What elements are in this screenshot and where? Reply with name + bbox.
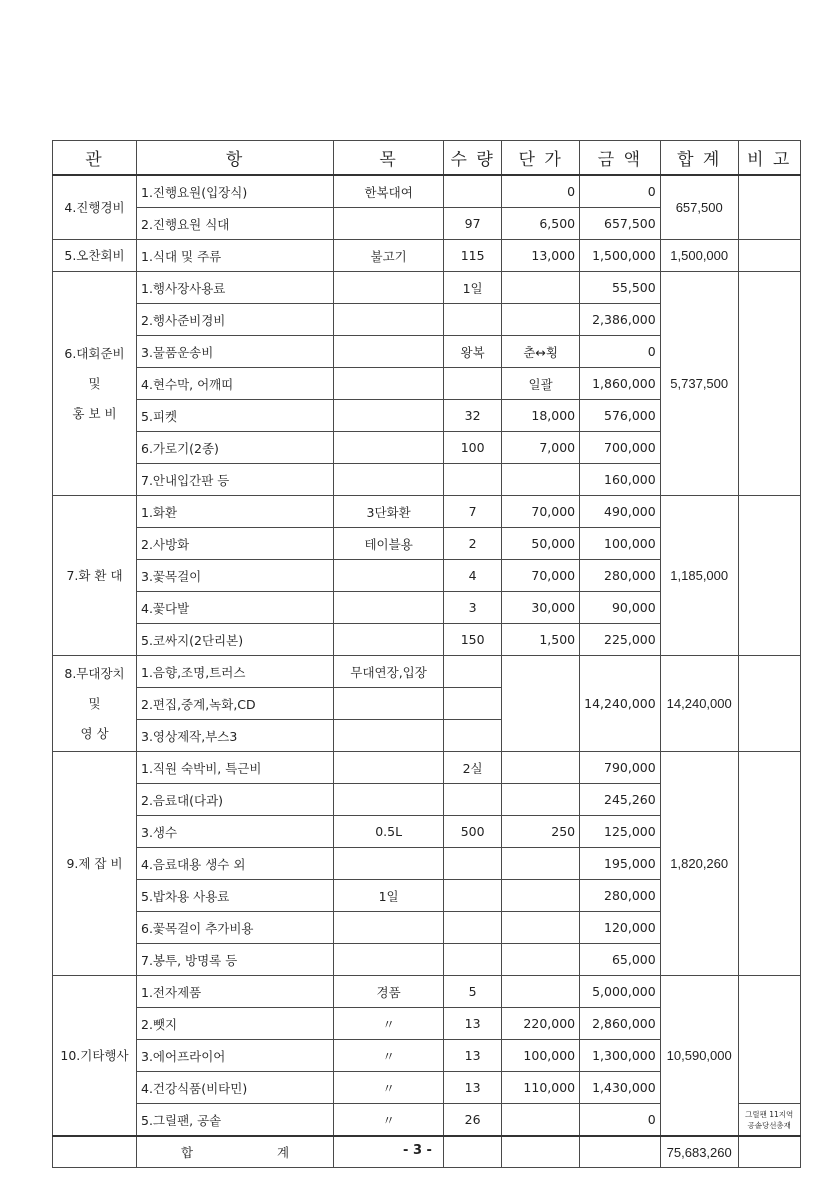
mok-cell [334, 624, 444, 656]
qty-cell [444, 848, 502, 880]
price-cell [502, 464, 580, 496]
item-cell: 2.편집,중계,녹화,CD [137, 688, 334, 720]
qty-cell [444, 304, 502, 336]
mok-cell [334, 272, 444, 304]
subtotal-cell: 1,500,000 [660, 240, 738, 272]
category-line: 및 [88, 375, 101, 391]
amount-cell: 490,000 [580, 496, 661, 528]
item-cell: 5.코싸지(2단리본) [137, 624, 334, 656]
header-gwan: 관 [53, 141, 137, 176]
header-note: 비 고 [738, 141, 800, 176]
amount-cell: 0 [580, 175, 661, 208]
note-line: 공솥당선총재 [747, 1120, 791, 1130]
item-cell: 3.영상제작,부스3 [137, 720, 334, 752]
qty-cell [444, 464, 502, 496]
amount-cell: 576,000 [580, 400, 661, 432]
category-cell: 7.화 환 대 [53, 496, 137, 656]
item-cell: 1.식대 및 주류 [137, 240, 334, 272]
qty-cell: 1일 [444, 272, 502, 304]
table-row [53, 752, 801, 784]
item-cell: 4.현수막, 어깨띠 [137, 368, 334, 400]
qty-cell: 왕복 [444, 336, 502, 368]
item-cell: 2.음료대(다과) [137, 784, 334, 816]
note-line: 그릴팬 11지역 [745, 1109, 794, 1119]
mok-cell: 경품 [334, 976, 444, 1008]
amount-cell: 90,000 [580, 592, 661, 624]
item-cell: 2.진행요원 식대 [137, 208, 334, 240]
price-cell: 0 [502, 175, 580, 208]
qty-cell: 32 [444, 400, 502, 432]
header-total: 합 계 [660, 141, 738, 176]
mok-cell [334, 944, 444, 976]
qty-cell [444, 688, 502, 720]
table-row [53, 272, 801, 304]
price-cell: 춘↔횡 [502, 336, 580, 368]
page-number: - 3 - [403, 1143, 432, 1158]
mok-cell: 한복대여 [334, 175, 444, 208]
amount-cell: 1,500,000 [580, 240, 661, 272]
header-hang: 항 [137, 141, 334, 176]
amount-cell: 55,500 [580, 272, 661, 304]
price-cell: 70,000 [502, 496, 580, 528]
header-amount: 금 액 [580, 141, 661, 176]
amount-cell: 100,000 [580, 528, 661, 560]
item-cell: 4.건강식품(비타민) [137, 1072, 334, 1104]
category-line: 홍 보 비 [72, 405, 117, 421]
item-cell: 1.행사장사용료 [137, 272, 334, 304]
table-row [53, 240, 801, 272]
qty-cell: 13 [444, 1008, 502, 1040]
qty-cell [444, 880, 502, 912]
note-cell [738, 240, 800, 272]
mok-cell: 불고기 [334, 240, 444, 272]
amount-cell: 790,000 [580, 752, 661, 784]
price-cell: 7,000 [502, 432, 580, 464]
item-cell: 3.에어프라이어 [137, 1040, 334, 1072]
amount-cell: 1,860,000 [580, 368, 661, 400]
mok-cell [334, 848, 444, 880]
qty-cell: 26 [444, 1104, 502, 1137]
mok-cell [334, 912, 444, 944]
subtotal-cell: 1,185,000 [660, 496, 738, 656]
item-cell: 1.화환 [137, 496, 334, 528]
price-cell: 100,000 [502, 1040, 580, 1072]
subtotal-cell: 10,590,000 [660, 976, 738, 1137]
category-cell [53, 656, 137, 752]
price-cell: 18,000 [502, 400, 580, 432]
mok-cell [334, 560, 444, 592]
mok-cell [334, 592, 444, 624]
amount-cell: 65,000 [580, 944, 661, 976]
price-cell [502, 912, 580, 944]
header-qty: 수 량 [444, 141, 502, 176]
price-cell: 일괄 [502, 368, 580, 400]
qty-cell [444, 912, 502, 944]
mok-cell [334, 464, 444, 496]
qty-cell: 150 [444, 624, 502, 656]
subtotal-cell: 1,820,260 [660, 752, 738, 976]
header-price: 단 가 [502, 141, 580, 176]
price-cell [502, 944, 580, 976]
table-row [53, 656, 801, 688]
mok-cell: 〃 [334, 1072, 444, 1104]
qty-cell [444, 368, 502, 400]
item-cell: 7.봉투, 방명록 등 [137, 944, 334, 976]
price-cell: 30,000 [502, 592, 580, 624]
qty-cell [444, 656, 502, 688]
price-cell [502, 656, 580, 752]
table-header-row [53, 141, 801, 176]
mok-cell: 1일 [334, 880, 444, 912]
price-cell: 1,500 [502, 624, 580, 656]
item-cell: 2.사방화 [137, 528, 334, 560]
amount-cell: 125,000 [580, 816, 661, 848]
price-cell [502, 880, 580, 912]
amount-cell: 657,500 [580, 208, 661, 240]
item-cell: 3.물품운송비 [137, 336, 334, 368]
subtotal-cell: 14,240,000 [660, 656, 738, 752]
price-cell [502, 752, 580, 784]
category-cell: 5.오찬회비 [53, 240, 137, 272]
mok-cell: 〃 [334, 1008, 444, 1040]
amount-cell: 225,000 [580, 624, 661, 656]
mok-cell [334, 432, 444, 464]
note-cell [738, 1104, 800, 1137]
item-cell: 5.밥차용 사용료 [137, 880, 334, 912]
qty-cell: 2 [444, 528, 502, 560]
amount-cell: 5,000,000 [580, 976, 661, 1008]
amount-cell: 1,300,000 [580, 1040, 661, 1072]
price-cell: 13,000 [502, 240, 580, 272]
note-cell [738, 752, 800, 976]
mok-cell [334, 304, 444, 336]
grand-total-label: 합 계 [137, 1136, 334, 1168]
item-cell: 6.꽃목걸이 추가비용 [137, 912, 334, 944]
item-cell: 2.행사준비경비 [137, 304, 334, 336]
subtotal-cell: 5,737,500 [660, 272, 738, 496]
item-cell: 1.진행요원(입장식) [137, 175, 334, 208]
mok-cell: 3단화환 [334, 496, 444, 528]
qty-cell: 4 [444, 560, 502, 592]
category-cell: 10.기타행사 [53, 976, 137, 1137]
item-cell: 5.그릴팬, 공솥 [137, 1104, 334, 1137]
qty-cell: 13 [444, 1040, 502, 1072]
amount-cell: 120,000 [580, 912, 661, 944]
amount-cell: 1,430,000 [580, 1072, 661, 1104]
budget-table [52, 140, 801, 1168]
amount-cell: 2,386,000 [580, 304, 661, 336]
price-cell [502, 848, 580, 880]
amount-cell: 195,000 [580, 848, 661, 880]
mok-cell [334, 400, 444, 432]
table-row [53, 976, 801, 1008]
header-mok: 목 [334, 141, 444, 176]
table-row [53, 175, 801, 208]
category-line: 6.대회준비 [64, 345, 125, 361]
amount-cell: 280,000 [580, 880, 661, 912]
mok-cell: 〃 [334, 1040, 444, 1072]
qty-cell: 2실 [444, 752, 502, 784]
price-cell: 250 [502, 816, 580, 848]
subtotal-cell: 657,500 [660, 175, 738, 240]
item-cell: 5.피켓 [137, 400, 334, 432]
mok-cell [334, 784, 444, 816]
amount-cell: 700,000 [580, 432, 661, 464]
category-cell [53, 272, 137, 496]
note-cell [738, 496, 800, 656]
grand-total-value: 75,683,260 [660, 1136, 738, 1168]
item-cell: 1.전자제품 [137, 976, 334, 1008]
amount-cell: 280,000 [580, 560, 661, 592]
category-line: 영 상 [80, 725, 109, 741]
price-cell: 6,500 [502, 208, 580, 240]
amount-cell: 0 [580, 336, 661, 368]
qty-cell [444, 944, 502, 976]
qty-cell: 3 [444, 592, 502, 624]
qty-cell [444, 784, 502, 816]
price-cell [502, 304, 580, 336]
item-cell: 1.음향,조명,트러스 [137, 656, 334, 688]
item-cell: 4.음료대용 생수 외 [137, 848, 334, 880]
mok-cell [334, 336, 444, 368]
qty-cell: 13 [444, 1072, 502, 1104]
category-line: 및 [88, 695, 101, 711]
mok-cell [334, 688, 444, 720]
amount-cell: 0 [580, 1104, 661, 1137]
mok-cell: 0.5L [334, 816, 444, 848]
amount-cell: 14,240,000 [580, 656, 661, 752]
item-cell: 1.직원 숙박비, 특근비 [137, 752, 334, 784]
price-cell [502, 272, 580, 304]
price-cell: 50,000 [502, 528, 580, 560]
qty-cell: 5 [444, 976, 502, 1008]
item-cell: 2.뺏지 [137, 1008, 334, 1040]
amount-cell: 160,000 [580, 464, 661, 496]
price-cell: 70,000 [502, 560, 580, 592]
item-cell: 7.안내입간판 등 [137, 464, 334, 496]
price-cell: 110,000 [502, 1072, 580, 1104]
qty-cell [444, 720, 502, 752]
item-cell: 3.생수 [137, 816, 334, 848]
category-cell: 4.진행경비 [53, 175, 137, 240]
price-cell [502, 784, 580, 816]
category-cell: 9.제 잡 비 [53, 752, 137, 976]
note-cell [738, 272, 800, 496]
mok-cell: 〃 [334, 1104, 444, 1137]
amount-cell: 2,860,000 [580, 1008, 661, 1040]
item-cell: 3.꽃목걸이 [137, 560, 334, 592]
table-row [53, 496, 801, 528]
mok-cell: 무대연장,입장 [334, 656, 444, 688]
qty-cell: 500 [444, 816, 502, 848]
qty-cell: 7 [444, 496, 502, 528]
qty-cell [444, 175, 502, 208]
mok-cell [334, 720, 444, 752]
mok-cell: 테이블용 [334, 528, 444, 560]
note-cell [738, 656, 800, 752]
mok-cell [334, 752, 444, 784]
note-cell [738, 175, 800, 240]
amount-cell: 245,260 [580, 784, 661, 816]
qty-cell: 115 [444, 240, 502, 272]
price-cell: 220,000 [502, 1008, 580, 1040]
item-cell: 4.꽃다발 [137, 592, 334, 624]
qty-cell: 97 [444, 208, 502, 240]
price-cell [502, 1104, 580, 1137]
qty-cell: 100 [444, 432, 502, 464]
category-line: 8.무대장치 [64, 665, 125, 681]
mok-cell [334, 368, 444, 400]
price-cell [502, 976, 580, 1008]
mok-cell [334, 208, 444, 240]
note-cell [738, 976, 800, 1104]
item-cell: 6.가로기(2종) [137, 432, 334, 464]
